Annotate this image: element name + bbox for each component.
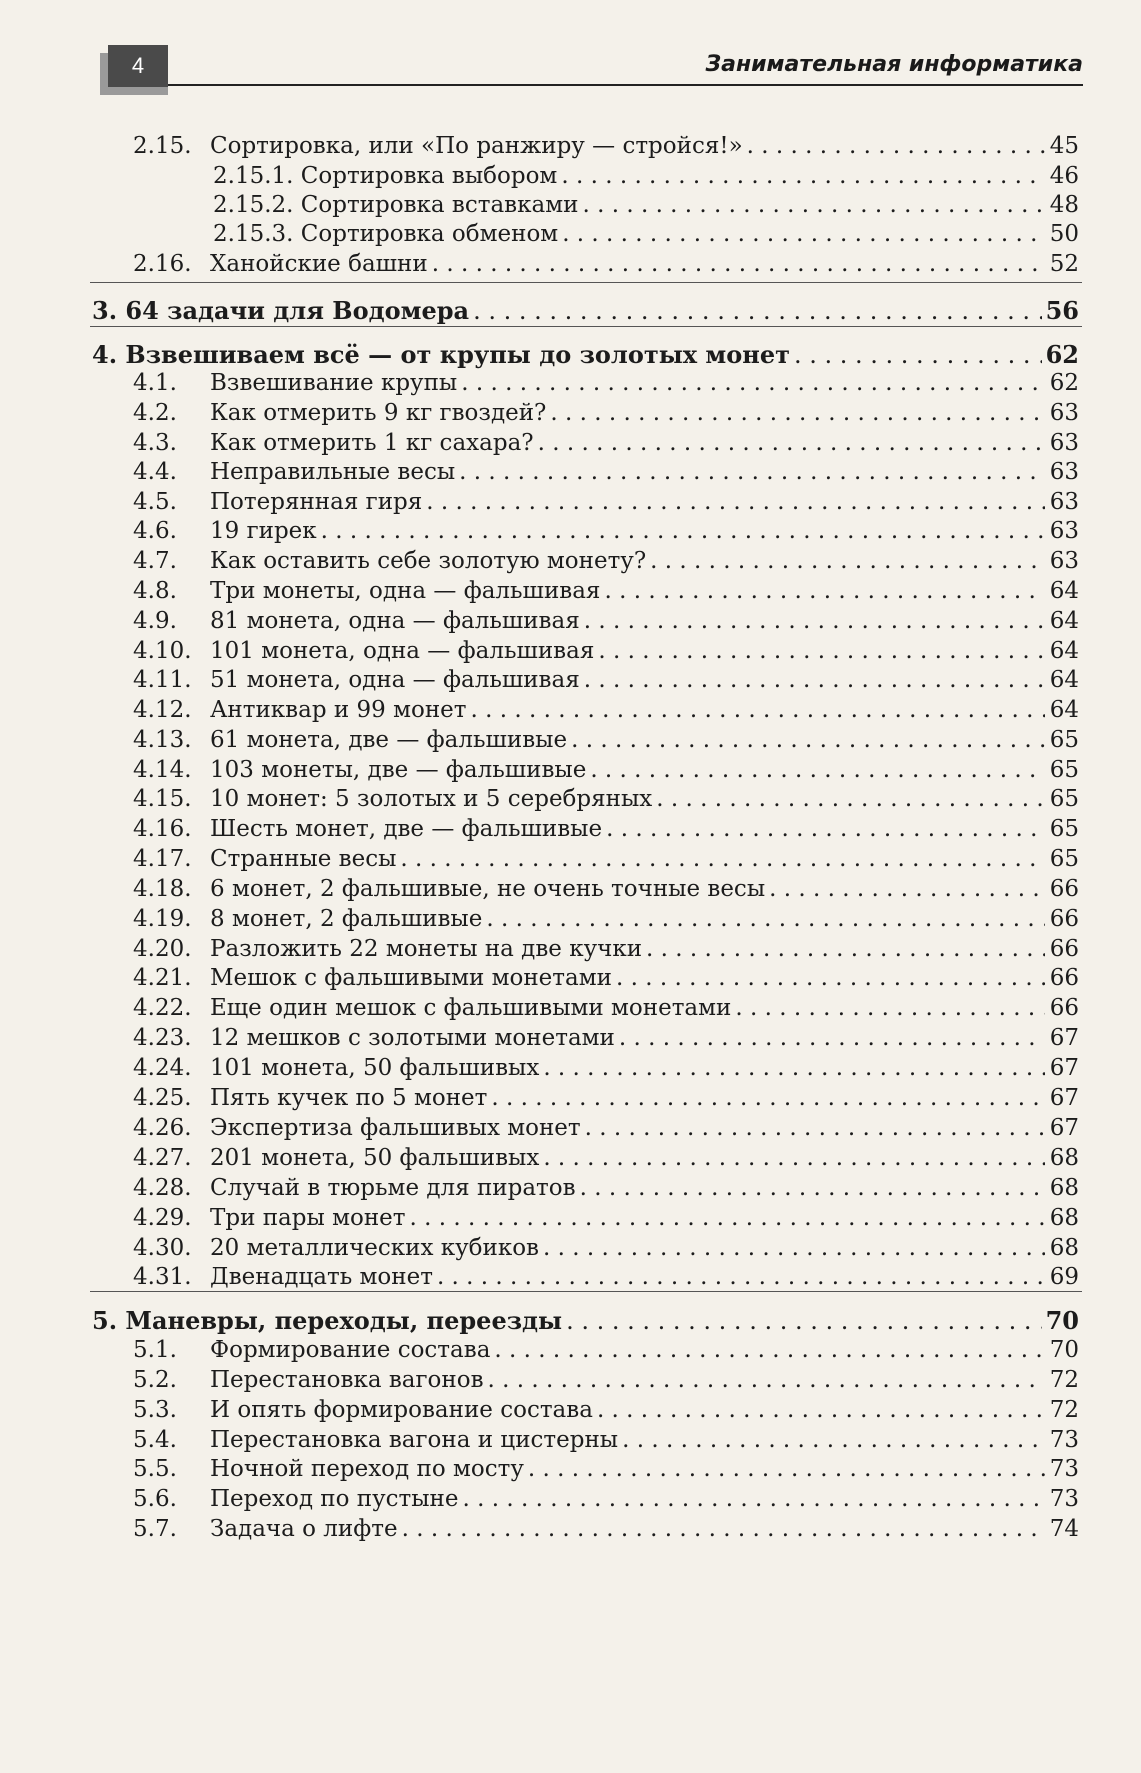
- toc-entry[interactable]: [133, 1025, 1079, 1055]
- toc-entry-title: 103 монеты, две — фальшивые: [210, 757, 587, 783]
- toc-entry-number: 4.22.: [133, 995, 192, 1021]
- toc-entry-title: 5. Маневры, переходы, переезды: [92, 1306, 563, 1335]
- dot-leader: [473, 297, 1042, 325]
- toc-entry-number: 4.29.: [133, 1205, 192, 1231]
- toc-entry[interactable]: [133, 667, 1079, 697]
- toc-entry-number: 2.15.: [133, 133, 192, 159]
- toc-entry-title: 20 металлических кубиков: [210, 1235, 540, 1261]
- toc-entry-page: 70: [1049, 1337, 1079, 1363]
- toc-entry-title: 19 гирек: [210, 518, 317, 544]
- toc-entry-page: 73: [1049, 1486, 1079, 1512]
- toc-entry-page: 64: [1049, 608, 1079, 634]
- toc-entry-page: 63: [1049, 400, 1079, 426]
- toc-entry[interactable]: [133, 370, 1079, 400]
- toc-entry-number: 5.5.: [133, 1456, 177, 1482]
- dot-leader: [619, 1025, 1045, 1051]
- toc-entry[interactable]: [133, 1085, 1079, 1115]
- dot-leader: [585, 1115, 1045, 1141]
- toc-entry-page: 65: [1049, 846, 1079, 872]
- toc-entry-page: 64: [1049, 667, 1079, 693]
- toc-entry-title: 51 монета, одна — фальшивая: [210, 667, 580, 693]
- toc-entry-number: 4.23.: [133, 1025, 192, 1051]
- toc-entry-page: 65: [1049, 786, 1079, 812]
- dot-leader: [584, 608, 1045, 634]
- toc-entry-title: Три пары монет: [210, 1205, 406, 1231]
- toc-entry[interactable]: [133, 1055, 1079, 1085]
- toc-entry-page: 52: [1049, 251, 1079, 277]
- section-divider: [90, 1291, 1082, 1292]
- toc-entry-title: 61 монета, две — фальшивые: [210, 727, 568, 753]
- toc-entry-number: 4.20.: [133, 936, 192, 962]
- dot-leader: [491, 1085, 1045, 1111]
- dot-leader: [735, 995, 1045, 1021]
- toc-entry[interactable]: [133, 906, 1079, 936]
- toc-entry[interactable]: [133, 400, 1079, 430]
- toc-entry-page: 63: [1049, 459, 1079, 485]
- toc-entry-number: 5.6.: [133, 1486, 177, 1512]
- dot-leader: [561, 163, 1045, 189]
- dot-leader: [794, 341, 1042, 369]
- toc-entry[interactable]: [133, 133, 1079, 163]
- toc-entry-number: 4.10.: [133, 638, 192, 664]
- toc-entry-number: 4.28.: [133, 1175, 192, 1201]
- toc-entry-page: 63: [1049, 430, 1079, 456]
- toc-entry[interactable]: [133, 1397, 1079, 1427]
- toc-entry-page: 64: [1049, 638, 1079, 664]
- toc-entry-page: 66: [1049, 995, 1079, 1021]
- toc-entry[interactable]: [133, 786, 1079, 816]
- dot-leader: [566, 1307, 1042, 1335]
- toc-entry-title: 81 монета, одна — фальшивая: [210, 608, 580, 634]
- toc-entry-number: 4.25.: [133, 1085, 192, 1111]
- dot-leader: [650, 548, 1045, 574]
- toc-entry[interactable]: [133, 518, 1079, 548]
- toc-entry-title: Еще один мешок с фальшивыми монетами: [210, 995, 732, 1021]
- toc-entry-page: 68: [1049, 1175, 1079, 1201]
- dot-leader: [656, 786, 1045, 812]
- toc-entry-number: 4.4.: [133, 459, 177, 485]
- toc-entry-title: Задача о лифте: [210, 1516, 398, 1542]
- toc-entry-title: Двенадцать монет: [210, 1264, 433, 1290]
- toc-entry-title: Три монеты, одна — фальшивая: [210, 578, 601, 604]
- toc-entry-page: 66: [1049, 876, 1079, 902]
- toc-entry-number: 4.1.: [133, 370, 177, 396]
- running-header-title: Занимательная информатика: [705, 52, 1083, 77]
- toc-entry[interactable]: [133, 608, 1079, 638]
- toc-entry[interactable]: [213, 221, 1079, 251]
- toc-entry-number: 5.1.: [133, 1337, 177, 1363]
- toc-entry[interactable]: [133, 1516, 1079, 1546]
- toc-entry-title: Формирование состава: [210, 1337, 491, 1363]
- toc-entry-page: 67: [1049, 1025, 1079, 1051]
- dot-leader: [437, 1264, 1045, 1290]
- toc-entry-title: 3. 64 задачи для Водомера: [92, 296, 470, 325]
- dot-leader: [580, 1175, 1045, 1201]
- toc-entry-page: 73: [1049, 1456, 1079, 1482]
- toc-entry-page: 48: [1049, 192, 1079, 218]
- toc-entry-number: 4.16.: [133, 816, 192, 842]
- dot-leader: [597, 1397, 1045, 1423]
- toc-entry[interactable]: [133, 1367, 1079, 1397]
- toc-entry-title: Антиквар и 99 монет: [210, 697, 467, 723]
- toc-entry-title: Неправильные весы: [210, 459, 456, 485]
- toc-entry[interactable]: [133, 638, 1079, 668]
- toc-entry-title: Взвешивание крупы: [210, 370, 458, 396]
- toc-entry-page: 45: [1049, 133, 1079, 159]
- toc-entry-page: 63: [1049, 548, 1079, 574]
- toc-entry-page: 64: [1049, 578, 1079, 604]
- toc-entry-title: Ханойские башни: [210, 251, 428, 277]
- toc-entry[interactable]: [133, 578, 1079, 608]
- toc-entry-number: 4.11.: [133, 667, 192, 693]
- toc-entry-number: 4.12.: [133, 697, 192, 723]
- dot-leader: [582, 192, 1045, 218]
- toc-entry-title: 101 монета, одна — фальшивая: [210, 638, 595, 664]
- toc-entry-number: 4.14.: [133, 757, 192, 783]
- toc-entry[interactable]: [213, 163, 1079, 193]
- toc-entry-title: 201 монета, 50 фальшивых: [210, 1145, 540, 1171]
- toc-entry-number: 4.5.: [133, 489, 177, 515]
- dot-leader: [494, 1337, 1045, 1363]
- toc-entry[interactable]: [133, 757, 1079, 787]
- dot-leader: [571, 727, 1045, 753]
- dot-leader: [543, 1055, 1045, 1081]
- dot-leader: [550, 400, 1045, 426]
- toc-entry-page: 62: [1045, 340, 1079, 369]
- toc-entry[interactable]: [213, 192, 1079, 222]
- toc-entry[interactable]: [133, 1205, 1079, 1235]
- toc-entry-title: Потерянная гиря: [210, 489, 423, 515]
- toc-entry-page: 72: [1049, 1397, 1079, 1423]
- toc-entry-page: 72: [1049, 1367, 1079, 1393]
- toc-entry-title: Как отмерить 1 кг сахара?: [210, 430, 534, 456]
- toc-entry-page: 66: [1049, 965, 1079, 991]
- dot-leader: [598, 638, 1045, 664]
- toc-entry-title: 2.15.2. Сортировка вставками: [213, 192, 579, 218]
- toc-entry-number: 4.17.: [133, 846, 192, 872]
- toc-entry[interactable]: [133, 1264, 1079, 1294]
- toc-entry-number: 4.21.: [133, 965, 192, 991]
- toc-entry-number: 4.15.: [133, 786, 192, 812]
- toc-entry-title: Как отмерить 9 кг гвоздей?: [210, 400, 547, 426]
- toc-entry-page: 68: [1049, 1145, 1079, 1171]
- toc-entry[interactable]: [92, 340, 1079, 370]
- toc-entry-title: Перестановка вагона и цистерны: [210, 1427, 619, 1453]
- toc-entry-number: 4.18.: [133, 876, 192, 902]
- dot-leader: [400, 846, 1045, 872]
- section-divider: [90, 282, 1082, 283]
- toc-entry-title: Как оставить себе золотую монету?: [210, 548, 647, 574]
- dot-leader: [471, 697, 1046, 723]
- toc-entry-title: Переход по пустыне: [210, 1486, 459, 1512]
- toc-entry-number: 4.6.: [133, 518, 177, 544]
- toc-entry-title: Ночной переход по мосту: [210, 1456, 524, 1482]
- dot-leader: [461, 370, 1045, 396]
- dot-leader: [528, 1456, 1045, 1482]
- toc-entry[interactable]: [133, 936, 1079, 966]
- toc-entry[interactable]: [133, 1456, 1079, 1486]
- toc-entry-page: 66: [1049, 906, 1079, 932]
- section-divider: [90, 326, 1082, 327]
- toc-entry-title: 2.15.3. Сортировка обменом: [213, 221, 559, 247]
- dot-leader: [616, 965, 1045, 991]
- toc-entry-title: Мешок с фальшивыми монетами: [210, 965, 612, 991]
- toc-entry-title: Экспертиза фальшивых монет: [210, 1115, 581, 1141]
- toc-entry-number: 4.3.: [133, 430, 177, 456]
- toc-entry-page: 65: [1049, 727, 1079, 753]
- dot-leader: [606, 816, 1045, 842]
- dot-leader: [769, 876, 1045, 902]
- toc-entry[interactable]: [133, 846, 1079, 876]
- dot-leader: [402, 1516, 1045, 1542]
- toc-entry-title: И опять формирование состава: [210, 1397, 593, 1423]
- toc-entry-number: 4.7.: [133, 548, 177, 574]
- toc-entry-number: 5.3.: [133, 1397, 177, 1423]
- dot-leader: [538, 430, 1045, 456]
- toc-entry[interactable]: [133, 459, 1079, 489]
- toc-entry[interactable]: [133, 1427, 1079, 1457]
- toc-entry-page: 50: [1049, 221, 1079, 247]
- toc-entry-title: Сортировка, или «По ранжиру — стройся!»: [210, 133, 743, 159]
- toc-entry-page: 56: [1045, 296, 1079, 325]
- toc-entry-page: 69: [1049, 1264, 1079, 1290]
- toc-entry-title: 12 мешков с золотыми монетами: [210, 1025, 615, 1051]
- toc-entry-number: 4.9.: [133, 608, 177, 634]
- toc-entry-page: 67: [1049, 1115, 1079, 1141]
- toc-entry-number: 4.8.: [133, 578, 177, 604]
- toc-entry-number: 5.2.: [133, 1367, 177, 1393]
- toc-entry-title: 2.15.1. Сортировка выбором: [213, 163, 558, 189]
- toc-entry-number: 4.26.: [133, 1115, 192, 1141]
- toc-entry-title: Разложить 22 монеты на две кучки: [210, 936, 643, 962]
- dot-leader: [488, 1367, 1045, 1393]
- toc-entry-number: 5.7.: [133, 1516, 177, 1542]
- dot-leader: [543, 1235, 1045, 1261]
- toc-entry-page: 63: [1049, 518, 1079, 544]
- toc-entry[interactable]: [133, 1235, 1079, 1265]
- toc-entry[interactable]: [133, 1175, 1079, 1205]
- toc-entry-page: 73: [1049, 1427, 1079, 1453]
- dot-leader: [562, 221, 1045, 247]
- toc-entry-number: 4.19.: [133, 906, 192, 932]
- toc-entry-number: 4.2.: [133, 400, 177, 426]
- toc-entry-page: 67: [1049, 1055, 1079, 1081]
- dot-leader: [604, 578, 1045, 604]
- toc-entry-title: 4. Взвешиваем всё — от крупы до золотых монет: [92, 340, 790, 369]
- toc-entry-title: Шесть монет, две — фальшивые: [210, 816, 603, 842]
- toc-entry-page: 74: [1049, 1516, 1079, 1542]
- dot-leader: [426, 489, 1045, 515]
- toc-entry-page: 66: [1049, 936, 1079, 962]
- toc-entry-title: 8 монет, 2 фальшивые: [210, 906, 483, 932]
- toc-entry-title: Перестановка вагонов: [210, 1367, 484, 1393]
- toc-entry-page: 62: [1049, 370, 1079, 396]
- dot-leader: [321, 518, 1045, 544]
- toc-entry[interactable]: [133, 489, 1079, 519]
- toc-entry[interactable]: [133, 697, 1079, 727]
- toc-entry-title: 10 монет: 5 золотых и 5 серебряных: [210, 786, 653, 812]
- toc-entry-page: 46: [1049, 163, 1079, 189]
- toc-entry-number: 4.27.: [133, 1145, 192, 1171]
- toc-entry-page: 68: [1049, 1205, 1079, 1231]
- toc-entry[interactable]: [133, 876, 1079, 906]
- toc-entry-page: 65: [1049, 816, 1079, 842]
- toc-entry[interactable]: [133, 1486, 1079, 1516]
- toc-entry[interactable]: [133, 816, 1079, 846]
- dot-leader: [432, 251, 1045, 277]
- dot-leader: [486, 906, 1045, 932]
- toc-entry[interactable]: [92, 296, 1079, 326]
- toc-entry[interactable]: [133, 548, 1079, 578]
- toc-entry[interactable]: [133, 727, 1079, 757]
- toc-entry[interactable]: [133, 995, 1079, 1025]
- toc-entry[interactable]: [133, 251, 1079, 281]
- dot-leader: [590, 757, 1045, 783]
- toc-entry[interactable]: [133, 1115, 1079, 1145]
- toc-entry[interactable]: [133, 1145, 1079, 1175]
- toc-entry-page: 70: [1045, 1306, 1079, 1335]
- page-number: 4: [108, 45, 168, 87]
- toc-entry[interactable]: [92, 1306, 1079, 1336]
- toc-entry-number: 4.31.: [133, 1264, 192, 1290]
- toc-entry-page: 63: [1049, 489, 1079, 515]
- dot-leader: [622, 1427, 1045, 1453]
- toc-entry-page: 67: [1049, 1085, 1079, 1111]
- toc-entry[interactable]: [133, 965, 1079, 995]
- toc-entry-title: 101 монета, 50 фальшивых: [210, 1055, 540, 1081]
- toc-entry[interactable]: [133, 1337, 1079, 1367]
- dot-leader: [459, 459, 1045, 485]
- toc-entry[interactable]: [133, 430, 1079, 460]
- dot-leader: [463, 1486, 1046, 1512]
- dot-leader: [584, 667, 1045, 693]
- toc-entry-title: Пять кучек по 5 монет: [210, 1085, 488, 1111]
- toc-entry-page: 68: [1049, 1235, 1079, 1261]
- dot-leader: [543, 1145, 1045, 1171]
- toc-entry-number: 4.24.: [133, 1055, 192, 1081]
- dot-leader: [646, 936, 1045, 962]
- toc-entry-page: 65: [1049, 757, 1079, 783]
- dot-leader: [410, 1205, 1046, 1231]
- toc-entry-number: 4.13.: [133, 727, 192, 753]
- toc-entry-title: Случай в тюрьме для пиратов: [210, 1175, 576, 1201]
- toc-entry-number: 4.30.: [133, 1235, 192, 1261]
- toc-entry-title: Странные весы: [210, 846, 397, 872]
- toc-entry-number: 2.16.: [133, 251, 192, 277]
- toc-entry-title: 6 монет, 2 фальшивые, не очень точные весы: [210, 876, 766, 902]
- toc-entry-page: 64: [1049, 697, 1079, 723]
- dot-leader: [747, 133, 1045, 159]
- toc-entry-number: 5.4.: [133, 1427, 177, 1453]
